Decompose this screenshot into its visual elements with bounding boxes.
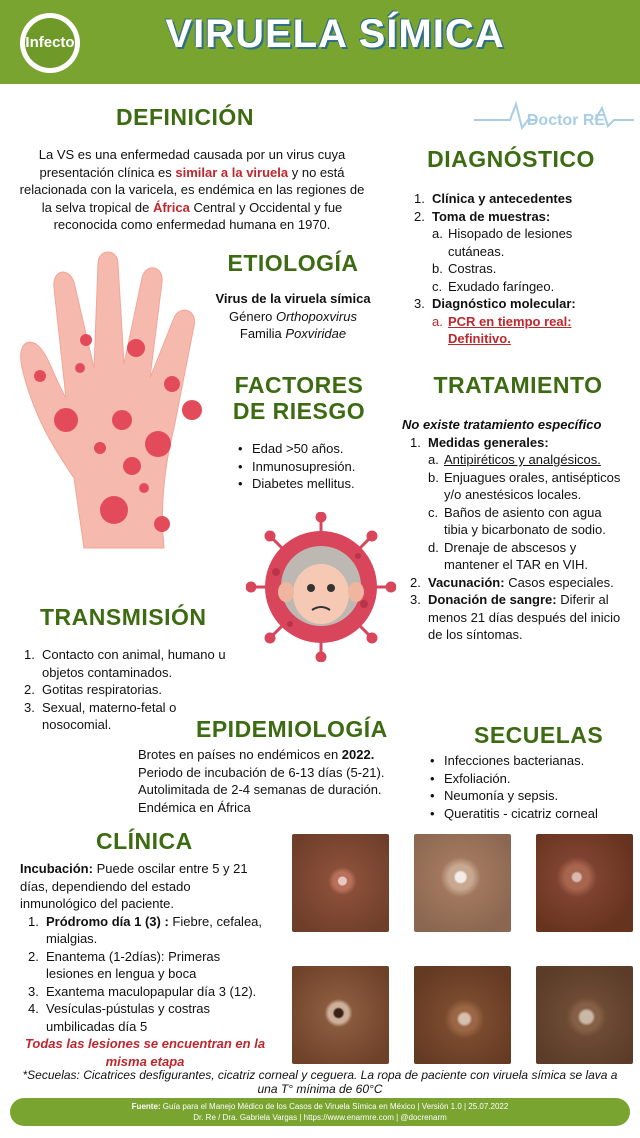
epidemiologia-title: EPIDEMIOLOGÍA — [196, 716, 388, 742]
factores-list — [236, 440, 386, 493]
lesion-photo-4 — [292, 966, 389, 1064]
etiologia-genero: Orthopoxvirus — [276, 308, 357, 324]
list-item: 3. Sexual, materno-fetal o nosocomial. — [24, 699, 177, 732]
def-part-5: Central y Occidental y fue reconocida como enfermedad humana en 1970. — [53, 199, 343, 232]
list-item: 2. Vacunación: Casos especiales. — [410, 574, 614, 590]
etiologia-text: Virus de la viruela símica Género Orthopoxvirus Familia Poxviridae — [215, 291, 371, 341]
hand-rash-illustration — [14, 248, 214, 554]
list-item: • Edad >50 años. — [236, 440, 386, 458]
list-item: 1. Pródromo día 1 (3) : Fiebre, cefalea, mialgias. — [28, 913, 263, 946]
footer-bar: Fuente: Guía para el Manejo Médico de los Casos de Viruela Símica en México | Versión 1.0 | 25.07.2022 Dr. Re / Dra. Gabriela Vargas | https://www.enarmre.com | @docrenarm — [10, 1098, 630, 1126]
list-item: d. Drenaje de abscesos y mantener el TAR en VIH. — [428, 539, 589, 572]
def-highlight-viruela: similar a la viruela — [175, 164, 289, 180]
brand-text: Doctor RE — [526, 112, 606, 129]
lesion-photo-1 — [292, 834, 389, 932]
footnote: *Secuelas: Cicatrices desfigurantes, cicatriz corneal y ceguera. La ropa de paciente con viruela símica se lava a una T° mínima de 60°C — [22, 1068, 618, 1096]
etiologia-familia: Poxviridae — [285, 326, 347, 341]
list-item: • Neumonía y sepsis. — [428, 787, 632, 805]
list-item: c. Baños de asiento con agua tibia y bicarbonato de sodio. — [428, 504, 606, 537]
definicion-text — [14, 146, 370, 234]
list-item: 2. Toma de muestras: a. Hisopado de lesiones cutáneas. b. Costras. c. Exudado faríngeo. — [414, 208, 624, 296]
list-item: • Exfoliación. — [428, 770, 632, 788]
transmision-title: TRANSMISIÓN — [40, 604, 207, 630]
list-item: 3. Donación de sangre: Diferir al menos 21 días después del inicio de los síntomas. — [410, 592, 621, 642]
diagnostico-list — [414, 190, 624, 348]
clinica-title: CLÍNICA — [96, 828, 193, 854]
list-item: c. Exudado faríngeo. — [432, 278, 555, 294]
list-item: 2. Enantema (1-2días): Primeras lesiones en lengua y boca — [28, 948, 221, 981]
tratamiento-title: TRATAMIENTO — [433, 372, 603, 398]
list-item: • Inmunosupresión. — [236, 458, 386, 476]
secuelas-list — [428, 752, 632, 822]
list-item: a. Hisopado de lesiones cutáneas. — [432, 226, 573, 259]
def-highlight-africa: África — [152, 199, 190, 215]
tratamiento-list — [402, 416, 628, 644]
doctor-re-logo — [470, 92, 638, 134]
list-item: a. Antipiréticos y analgésicos. — [428, 452, 601, 467]
list-item: 1. Clínica y antecedentes — [414, 191, 573, 206]
factores-title: FACTORES DE RIESGO — [232, 372, 366, 424]
tratamiento-intro: No existe tratamiento específico — [402, 417, 602, 432]
definicion-title: DEFINICIÓN — [116, 104, 254, 130]
list-item: a. PCR en tiempo real: Definitivo. — [432, 313, 572, 346]
secuelas-title: SECUELAS — [474, 722, 604, 748]
list-item: • Queratitis - cicatriz corneal — [428, 805, 632, 823]
list-item: 1. Contacto con animal, humano u objetos contaminados. — [24, 647, 226, 680]
lesion-photo-2 — [414, 834, 511, 932]
list-item: 2. Gotitas respiratorias. — [24, 682, 162, 697]
def-part-3: y no está relacionada con la varicela, es endémica en las regiones de la selva tropical de — [19, 164, 365, 215]
list-item: • Diabetes mellitus. — [236, 475, 386, 493]
list-item: 3. Exantema maculopapular día 3 (12). — [28, 983, 257, 999]
footer-source: Guía para el Manejo Médico de los Casos de Viruela Símica en México | Versión 1.0 | 25.07.2022 — [160, 1102, 509, 1111]
etiologia-title: ETIOLOGÍA — [227, 250, 359, 276]
page-title: VIRUELA SÍMICA — [165, 12, 505, 56]
footer-credits: Dr. Re / Dra. Gabriela Vargas | https://www.enarmre.com | @docrenarm — [193, 1113, 447, 1122]
list-item: 1. Medidas generales: a. Antipiréticos y analgésicos. b. Enjuagues orales, antisépticos y/o anestésicos locales. c. Baños de asiento con agua tibia y bicarbonato de sodio. d. Drenaje de abscesos y mantener el TAR en VIH. — [410, 434, 628, 574]
lesion-photo-6 — [536, 966, 633, 1064]
clinica-text: Incubación: Puede oscilar entre 5 y 21 días, dependiendo del estado inmunológico del paciente. 1. Pródromo día 1 (3) : Fiebre, cefalea, mialgias. 2. Enantema (1-2días): Primeras lesiones en lengua y boca 3. Exantema maculopapular día 3 (12). 4. Vesículas-pústulas y costras umbilicadas día 5 Todas las lesiones se encuentran en la misma etapa — [20, 860, 270, 1070]
list-item: • Infecciones bacterianas. — [428, 752, 632, 770]
list-item: 4. Vesículas-pústulas y costras umbilicadas día 5 — [28, 1001, 211, 1034]
epidemiologia-text: Brotes en países no endémicos en 2022. Periodo de incubación de 6-13 días (5-21). Autolimitada de 2-4 semanas de duración. Endémica en África — [138, 747, 385, 815]
monkey-virus-illustration — [246, 512, 396, 662]
lesion-photo-5 — [414, 966, 511, 1064]
clinica-note: Todas las lesiones se encuentran en la misma etapa — [24, 1036, 266, 1069]
logo: Infecto — [25, 18, 75, 68]
lesion-photo-3 — [536, 834, 633, 932]
etiologia-virus: Virus de la viruela símica — [215, 291, 371, 306]
list-item: b. Costras. — [432, 261, 497, 276]
list-item: b. Enjuagues orales, antisépticos y/o anestésicos locales. — [428, 469, 621, 502]
list-item: 3. Diagnóstico molecular: a. PCR en tiempo real: Definitivo. — [414, 295, 624, 348]
def-part-1: La VS es una enfermedad causada por un virus cuya presentación clínica es — [38, 147, 346, 180]
diagnostico-title: DIAGNÓSTICO — [427, 146, 595, 172]
